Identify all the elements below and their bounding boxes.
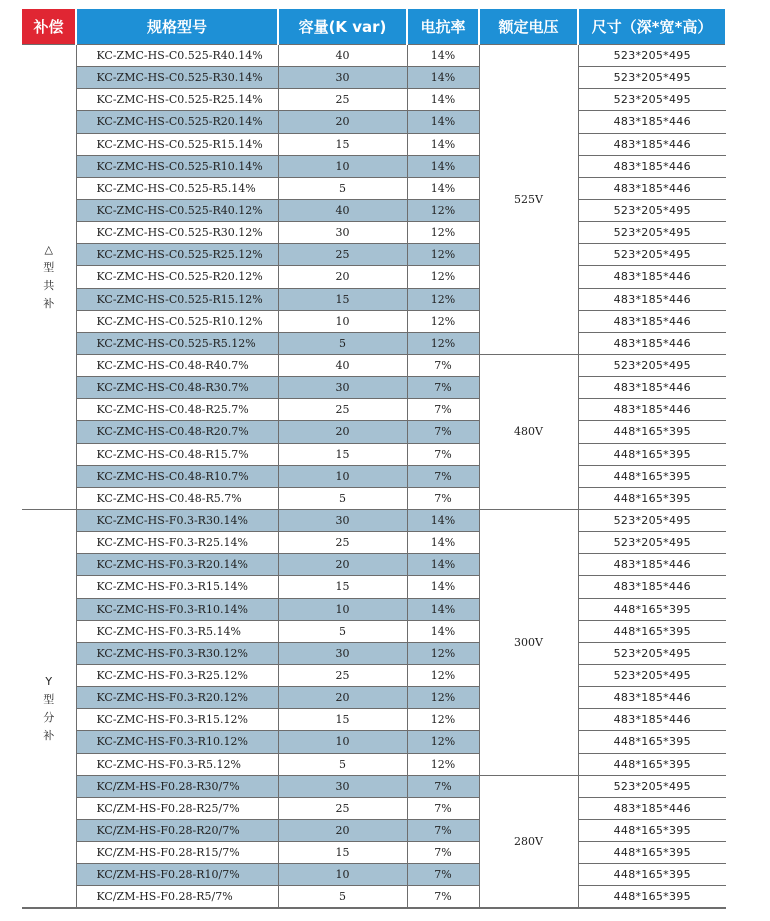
table-row [22,598,726,620]
table-row [22,797,726,819]
size-cell: 483*185*446 [578,155,726,177]
header-voltage: 额定电压 [479,9,578,45]
table-row [22,177,726,199]
header-compensation: 补偿 [22,9,76,45]
size-cell: 523*205*495 [578,664,726,686]
table-row [22,133,726,155]
reactance-cell: 12% [407,244,479,266]
capacity-cell: 25 [278,89,407,111]
voltage-cell: 280V [479,775,578,908]
model-cell: KC-ZMC-HS-F0.3-R10.14% [76,598,278,620]
group-label-cell [22,45,76,510]
size-cell: 483*185*446 [578,576,726,598]
table-row [22,45,726,67]
size-cell: 448*165*395 [578,886,726,908]
reactance-cell: 7% [407,886,479,908]
capacity-cell: 30 [278,775,407,797]
table-row [22,332,726,354]
reactance-cell: 12% [407,222,479,244]
table-row [22,842,726,864]
size-cell: 483*185*446 [578,797,726,819]
capacity-cell: 30 [278,509,407,531]
reactance-cell: 7% [407,842,479,864]
size-cell: 483*185*446 [578,377,726,399]
capacity-cell: 30 [278,222,407,244]
capacity-cell: 5 [278,177,407,199]
reactance-cell: 7% [407,354,479,376]
table-row [22,642,726,664]
reactance-cell: 12% [407,266,479,288]
size-cell: 523*205*495 [578,222,726,244]
table-row [22,509,726,531]
size-cell: 483*185*446 [578,111,726,133]
size-cell: 523*205*495 [578,89,726,111]
capacity-cell: 15 [278,133,407,155]
table-row [22,89,726,111]
table-row [22,687,726,709]
header-capacity: 容量(K var) [278,9,407,45]
table-row [22,576,726,598]
capacity-cell: 5 [278,886,407,908]
reactance-cell: 12% [407,731,479,753]
size-cell: 523*205*495 [578,45,726,67]
reactance-cell: 12% [407,687,479,709]
voltage-cell: 525V [479,45,578,355]
size-cell: 483*185*446 [578,288,726,310]
size-cell: 448*165*395 [578,864,726,886]
capacity-cell: 5 [278,332,407,354]
reactance-cell: 7% [407,819,479,841]
reactance-cell: 14% [407,45,479,67]
table-bottom-rule [22,908,726,909]
model-cell: KC-ZMC-HS-F0.3-R15.12% [76,709,278,731]
group-label-cell [22,509,76,908]
reactance-cell: 14% [407,89,479,111]
capacity-cell: 20 [278,421,407,443]
capacity-cell: 25 [278,532,407,554]
group-label: △型共补 [43,242,55,310]
capacity-cell: 20 [278,687,407,709]
table-row [22,354,726,376]
reactance-cell: 14% [407,133,479,155]
table-row [22,554,726,576]
size-cell: 483*185*446 [578,266,726,288]
reactance-cell: 7% [407,797,479,819]
size-cell: 523*205*495 [578,509,726,531]
reactance-cell: 7% [407,465,479,487]
capacity-cell: 40 [278,354,407,376]
size-cell: 448*165*395 [578,842,726,864]
model-cell: KC-ZMC-HS-C0.525-R40.12% [76,199,278,221]
model-cell: KC-ZMC-HS-F0.3-R10.12% [76,731,278,753]
table-row [22,775,726,797]
reactance-cell: 14% [407,111,479,133]
capacity-cell: 30 [278,377,407,399]
model-cell: KC/ZM-HS-F0.28-R25/7% [76,797,278,819]
capacity-cell: 15 [278,443,407,465]
size-cell: 483*185*446 [578,399,726,421]
reactance-cell: 12% [407,664,479,686]
capacity-cell: 15 [278,709,407,731]
capacity-cell: 10 [278,731,407,753]
table-row [22,222,726,244]
capacity-cell: 10 [278,598,407,620]
size-cell: 523*205*495 [578,532,726,554]
capacity-cell: 5 [278,620,407,642]
table-row [22,819,726,841]
table-row [22,199,726,221]
table-row [22,155,726,177]
group-label: Y型分补 [43,674,55,742]
table-row [22,465,726,487]
table-row [22,266,726,288]
reactance-cell: 12% [407,288,479,310]
table-row [22,532,726,554]
table-row [22,288,726,310]
reactance-cell: 12% [407,332,479,354]
voltage-cell: 480V [479,354,578,509]
size-cell: 448*165*395 [578,465,726,487]
size-cell: 483*185*446 [578,709,726,731]
size-cell: 448*165*395 [578,620,726,642]
table-row [22,377,726,399]
model-cell: KC-ZMC-HS-C0.525-R5.14% [76,177,278,199]
model-cell: KC-ZMC-HS-F0.3-R30.14% [76,509,278,531]
capacity-cell: 25 [278,399,407,421]
table-row [22,443,726,465]
table-row [22,886,726,908]
capacity-cell: 20 [278,819,407,841]
spec-table [22,9,727,908]
reactance-cell: 12% [407,310,479,332]
size-cell: 448*165*395 [578,819,726,841]
model-cell: KC-ZMC-HS-F0.3-R5.12% [76,753,278,775]
model-cell: KC-ZMC-HS-F0.3-R20.12% [76,687,278,709]
model-cell: KC/ZM-HS-F0.28-R10/7% [76,864,278,886]
model-cell: KC-ZMC-HS-C0.525-R40.14% [76,45,278,67]
capacity-cell: 40 [278,199,407,221]
model-cell: KC-ZMC-HS-F0.3-R20.14% [76,554,278,576]
reactance-cell: 12% [407,642,479,664]
capacity-cell: 5 [278,753,407,775]
model-cell: KC-ZMC-HS-C0.525-R20.12% [76,266,278,288]
model-cell: KC-ZMC-HS-C0.48-R30.7% [76,377,278,399]
reactance-cell: 14% [407,620,479,642]
size-cell: 523*205*495 [578,354,726,376]
table-row [22,753,726,775]
capacity-cell: 15 [278,842,407,864]
capacity-cell: 15 [278,576,407,598]
header-model: 规格型号 [76,9,278,45]
capacity-cell: 10 [278,864,407,886]
reactance-cell: 14% [407,177,479,199]
model-cell: KC/ZM-HS-F0.28-R30/7% [76,775,278,797]
model-cell: KC-ZMC-HS-C0.525-R15.12% [76,288,278,310]
model-cell: KC-ZMC-HS-F0.3-R25.12% [76,664,278,686]
table-row [22,620,726,642]
table-row [22,709,726,731]
reactance-cell: 7% [407,399,479,421]
capacity-cell: 15 [278,288,407,310]
table-row [22,664,726,686]
reactance-cell: 14% [407,509,479,531]
capacity-cell: 25 [278,797,407,819]
size-cell: 483*185*446 [578,310,726,332]
model-cell: KC-ZMC-HS-F0.3-R5.14% [76,620,278,642]
size-cell: 448*165*395 [578,487,726,509]
reactance-cell: 14% [407,155,479,177]
capacity-cell: 10 [278,465,407,487]
size-cell: 523*205*495 [578,642,726,664]
model-cell: KC/ZM-HS-F0.28-R20/7% [76,819,278,841]
size-cell: 483*185*446 [578,687,726,709]
reactance-cell: 7% [407,377,479,399]
model-cell: KC-ZMC-HS-C0.525-R10.14% [76,155,278,177]
model-cell: KC-ZMC-HS-C0.525-R25.12% [76,244,278,266]
size-cell: 523*205*495 [578,67,726,89]
header-row [22,9,726,45]
size-cell: 483*185*446 [578,133,726,155]
size-cell: 483*185*446 [578,554,726,576]
capacity-cell: 10 [278,310,407,332]
reactance-cell: 14% [407,554,479,576]
capacity-cell: 30 [278,642,407,664]
model-cell: KC-ZMC-HS-C0.525-R30.12% [76,222,278,244]
capacity-cell: 20 [278,554,407,576]
reactance-cell: 14% [407,576,479,598]
capacity-cell: 10 [278,155,407,177]
reactance-cell: 12% [407,753,479,775]
model-cell: KC/ZM-HS-F0.28-R15/7% [76,842,278,864]
reactance-cell: 7% [407,775,479,797]
size-cell: 483*185*446 [578,177,726,199]
capacity-cell: 20 [278,111,407,133]
model-cell: KC-ZMC-HS-C0.48-R40.7% [76,354,278,376]
reactance-cell: 14% [407,532,479,554]
model-cell: KC-ZMC-HS-C0.525-R20.14% [76,111,278,133]
capacity-cell: 30 [278,67,407,89]
capacity-cell: 20 [278,266,407,288]
reactance-cell: 12% [407,709,479,731]
model-cell: KC/ZM-HS-F0.28-R5/7% [76,886,278,908]
model-cell: KC-ZMC-HS-C0.48-R25.7% [76,399,278,421]
reactance-cell: 14% [407,67,479,89]
table-row [22,310,726,332]
size-cell: 523*205*495 [578,244,726,266]
table-row [22,67,726,89]
size-cell: 448*165*395 [578,598,726,620]
table-row [22,731,726,753]
size-cell: 448*165*395 [578,753,726,775]
header-size: 尺寸（深*宽*高） [578,9,726,45]
model-cell: KC-ZMC-HS-C0.48-R15.7% [76,443,278,465]
header-reactance: 电抗率 [407,9,479,45]
reactance-cell: 14% [407,598,479,620]
capacity-cell: 5 [278,487,407,509]
reactance-cell: 12% [407,199,479,221]
size-cell: 483*185*446 [578,332,726,354]
reactance-cell: 7% [407,421,479,443]
model-cell: KC-ZMC-HS-C0.525-R30.14% [76,67,278,89]
model-cell: KC-ZMC-HS-F0.3-R15.14% [76,576,278,598]
reactance-cell: 7% [407,864,479,886]
size-cell: 448*165*395 [578,421,726,443]
model-cell: KC-ZMC-HS-F0.3-R25.14% [76,532,278,554]
voltage-cell: 300V [479,509,578,775]
table-row [22,399,726,421]
capacity-cell: 25 [278,664,407,686]
model-cell: KC-ZMC-HS-F0.3-R30.12% [76,642,278,664]
table-row [22,111,726,133]
model-cell: KC-ZMC-HS-C0.48-R10.7% [76,465,278,487]
model-cell: KC-ZMC-HS-C0.525-R5.12% [76,332,278,354]
capacity-cell: 25 [278,244,407,266]
model-cell: KC-ZMC-HS-C0.48-R5.7% [76,487,278,509]
size-cell: 448*165*395 [578,443,726,465]
table-row [22,421,726,443]
size-cell: 523*205*495 [578,199,726,221]
model-cell: KC-ZMC-HS-C0.525-R15.14% [76,133,278,155]
reactance-cell: 7% [407,443,479,465]
model-cell: KC-ZMC-HS-C0.48-R20.7% [76,421,278,443]
table-row [22,244,726,266]
size-cell: 448*165*395 [578,731,726,753]
table-row [22,487,726,509]
table-row [22,864,726,886]
model-cell: KC-ZMC-HS-C0.525-R25.14% [76,89,278,111]
reactance-cell: 7% [407,487,479,509]
size-cell: 523*205*495 [578,775,726,797]
table-body [22,45,726,908]
capacity-cell: 40 [278,45,407,67]
model-cell: KC-ZMC-HS-C0.525-R10.12% [76,310,278,332]
